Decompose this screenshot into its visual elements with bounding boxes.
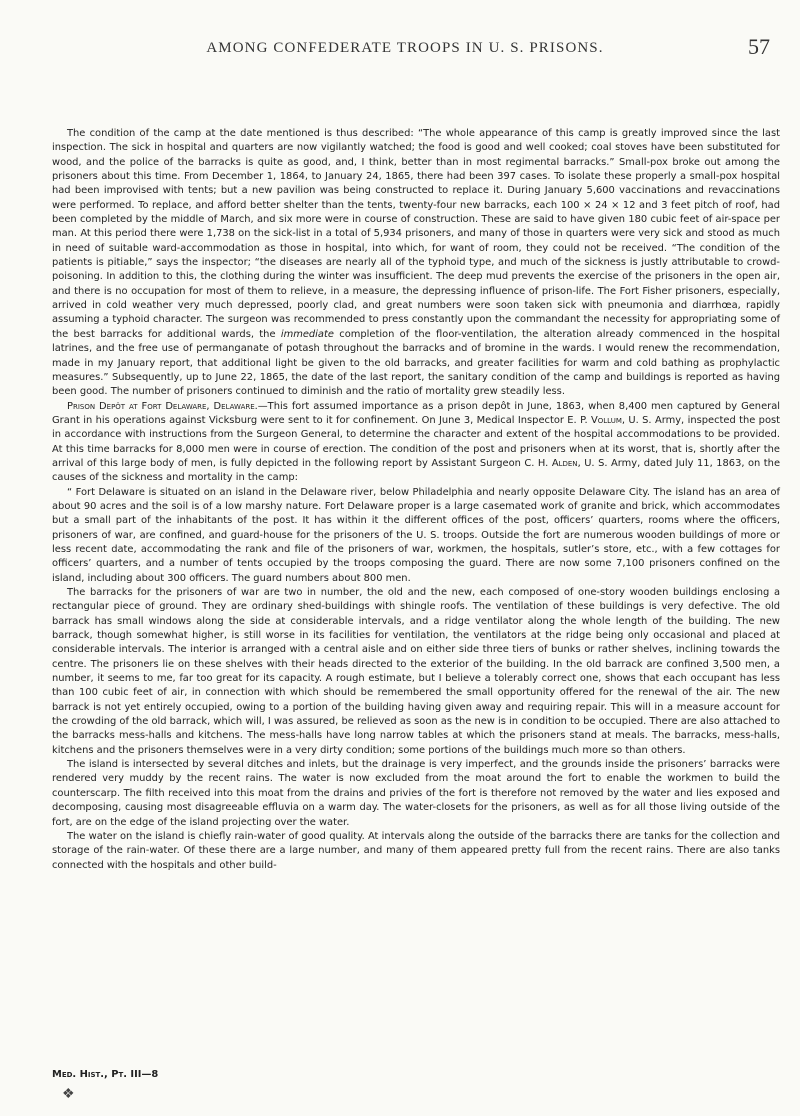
paragraph: The water on the island is chiefly rain-water of good quality. At intervals along the outside of the barracks there are tanks for the collection and storage of the rain-water. Of these there are a large number, and many of them appeared pretty full from the recent rains. There are also tanks connected with the hospitals and other build- [52,830,780,871]
paragraph: “ Fort Delaware is situated on an island in the Delaware river, below Philadelphia and nearly opposite Delaware City. The island has an area of about 90 acres and the soil is of a low marshy nature. Fort Delaware proper is a large casemated work of granite and brick, which accommodates but a small part of the inhabitants of the post. It has within it the different offices of the post, officers’ quarters, rooms where the officers, prisoners of war, are confined, and guard-house for the prisoners of the U. S. troops. Outside the fort are numerous wooden buildings of more or less recent date, accommodating the rank and file of the prisoners of war, workmen, the hospitals, sutler’s store, etc., with a few cottages for officers’ quarters, and a number of tents occupied by the troops composing the guard. There are now some 7,100 prisoners confined on the island, including about 300 officers. The guard numbers about 800 men. [52,486,780,584]
section-heading: Prison Depôt at Fort Delaware, Delaware. [67,400,258,412]
page-number: 57 [748,34,770,59]
person-name: Vollum [591,414,622,426]
person-name: Alden [551,457,578,469]
running-head [40,34,770,60]
paragraph: Prison Depôt at Fort Delaware, Delaware.—This fort assumed importance as a prison depôt in June, 1863, when 8,400 men captured by General Grant in his operations against Vicksburg were sent to it for confinement. On June 3, Medical Inspector E. P. Vollum, U. S. Army, inspected the post in accordance with instructions from the Surgeon General, to determine the character and extent of the hospital accommodations to be provided. At this time barracks for 8,000 men were in course of erection. The condition of the post and prisoners when at its worst, that is, shortly after the arrival of this large body of men, is fully depicted in the following report by Assistant Surgeon C. H. Alden, U. S. Army, dated July 11, 1863, on the causes of the sickness and mortality in the camp: [52,400,781,484]
emphasis: immediate [280,328,334,340]
paragraph: The condition of the camp at the date mentioned is thus described: “The whole appearance of this camp is greatly improved since the last inspection. The sick in hospital and quarters are now vigilantly watched; the food is good and well cooked; coal stoves have been substituted for wood, and the police of the barracks is quite as good, and, I think, better than in most regimental barracks.” Small-pox broke out among the prisoners about this time. From December 1, 1864, to January 24, 1865, there had been 397 cases. To isolate these properly a small-pox hospital had been improvised with tents; but a new pavilion was being constructed to replace it. During January 5,600 vaccinations and revaccinations were performed. To replace, and afford better shelter than the tents, twenty-four new barracks, each 100 × 24 × 12 and 3 feet pitch of roof, had been completed by the middle of March, and six more were in course of construction. These are said to have given 180 cubic feet of air-space per man. At this period there were 1,738 on the sick-list in a total of 5,934 prisoners, and many of those in quarters were very sick and stood as much in need of suitable ward-accommodation as those in hospital, into which, for want of room, they could not be received. “The condition of the patients is pitiable,” says the inspector; “the diseases are nearly all of the typhoid type, and much of the sickness is justly attributable to crowd-poisoning. In addition to this, the clothing during the winter was insufficient. The deep mud prevents the exercise of the prisoners in the open air, and there is no occupation for most of them to relieve, in a measure, the depressing influence of prison-life. The Fort Fisher prisoners, especially, arrived in cold weather very much depressed, poorly clad, and great numbers were soon taken sick with pneumonia and diarrhœa, rapidly assuming a typhoid character. The surgeon was recommended to press constantly upon the commandant the necessity for appropriating some of the best barracks for additional wards, the immediate completion of the floor-ventilation, the alteration already commenced in the hospital latrines, and the free use of permanganate of potash throughout the barracks and of bromine in the wards. I would renew the recommendation, made in my January report, that additional light be given to the old barracks, and greater facilities for warm and cold bathing as prophylactic measures.” Subsequently, up to June 22, 1865, the date of the last report, the sanitary condition of the camp and buildings is reported as having been good. The number of prisoners continued to diminish and the ratio of mortality grew steadily less. [52,128,781,398]
fleuron-icon: ❖ [62,1086,75,1102]
running-title: AMONG CONFEDERATE TROOPS IN U. S. PRISONS. [206,40,604,56]
body-text [52,127,780,873]
signature-mark: Med. Hist., Pt. III—8 [52,1069,159,1080]
paragraph: The island is intersected by several ditches and inlets, but the drainage is very imperfect, and the grounds inside the prisoners’ barracks were rendered very muddy by the recent rains. The water is now excluded from the moat around the fort to enable the workmen to build the counterscarp. The filth received into this moat from the drains and privies of the fort is therefore not removed by the water and lies exposed and decomposing, causing most disagreeable effluvia on a warm day. The water-closets for the prisoners, as well as for all those living outside of the fort, are on the edge of the island projecting over the water. [52,759,780,828]
paragraph: The barracks for the prisoners of war are two in number, the old and the new, each composed of one-story wooden buildings enclosing a rectangular piece of ground. They are ordinary shed-buildings with shingle roofs. The ventilation of these buildings is very defective. The old barrack has small windows along the side at considerable intervals, and a ridge ventilator along the whole length of the building. The new barrack, though somewhat higher, is still worse in its facilities for ventilation, the ventilators at the ridge being only occasional and placed at considerable intervals. The interior is arranged with a central aisle and on either side three tiers of bunks or rather shelves, inclining towards the centre. The prisoners lie on these shelves with their heads directed to the exterior of the building. In the old barrack are confined 3,500 men, a number, it seems to me, far too great for its capacity. A rough estimate, but I believe a tolerably correct one, shows that each occupant has less than 100 cubic feet of air, in connection with which should be remembered the small opportunity offered for the renewal of the air. The new barrack is not yet entirely occupied, owing to a portion of the building having given away and requiring repair. This will in a measure account for the crowding of the old barrack, which will, I was assured, be relieved as soon as the new is in condition to be occupied. There are also attached to the barracks mess-halls and kitchens. The mess-halls have long narrow tables at which the prisoners stand at meals. The barracks, mess-halls, kitchens and the prisoners themselves were in a very dirty condition; some portions of the buildings much more so than others. [52,587,780,756]
